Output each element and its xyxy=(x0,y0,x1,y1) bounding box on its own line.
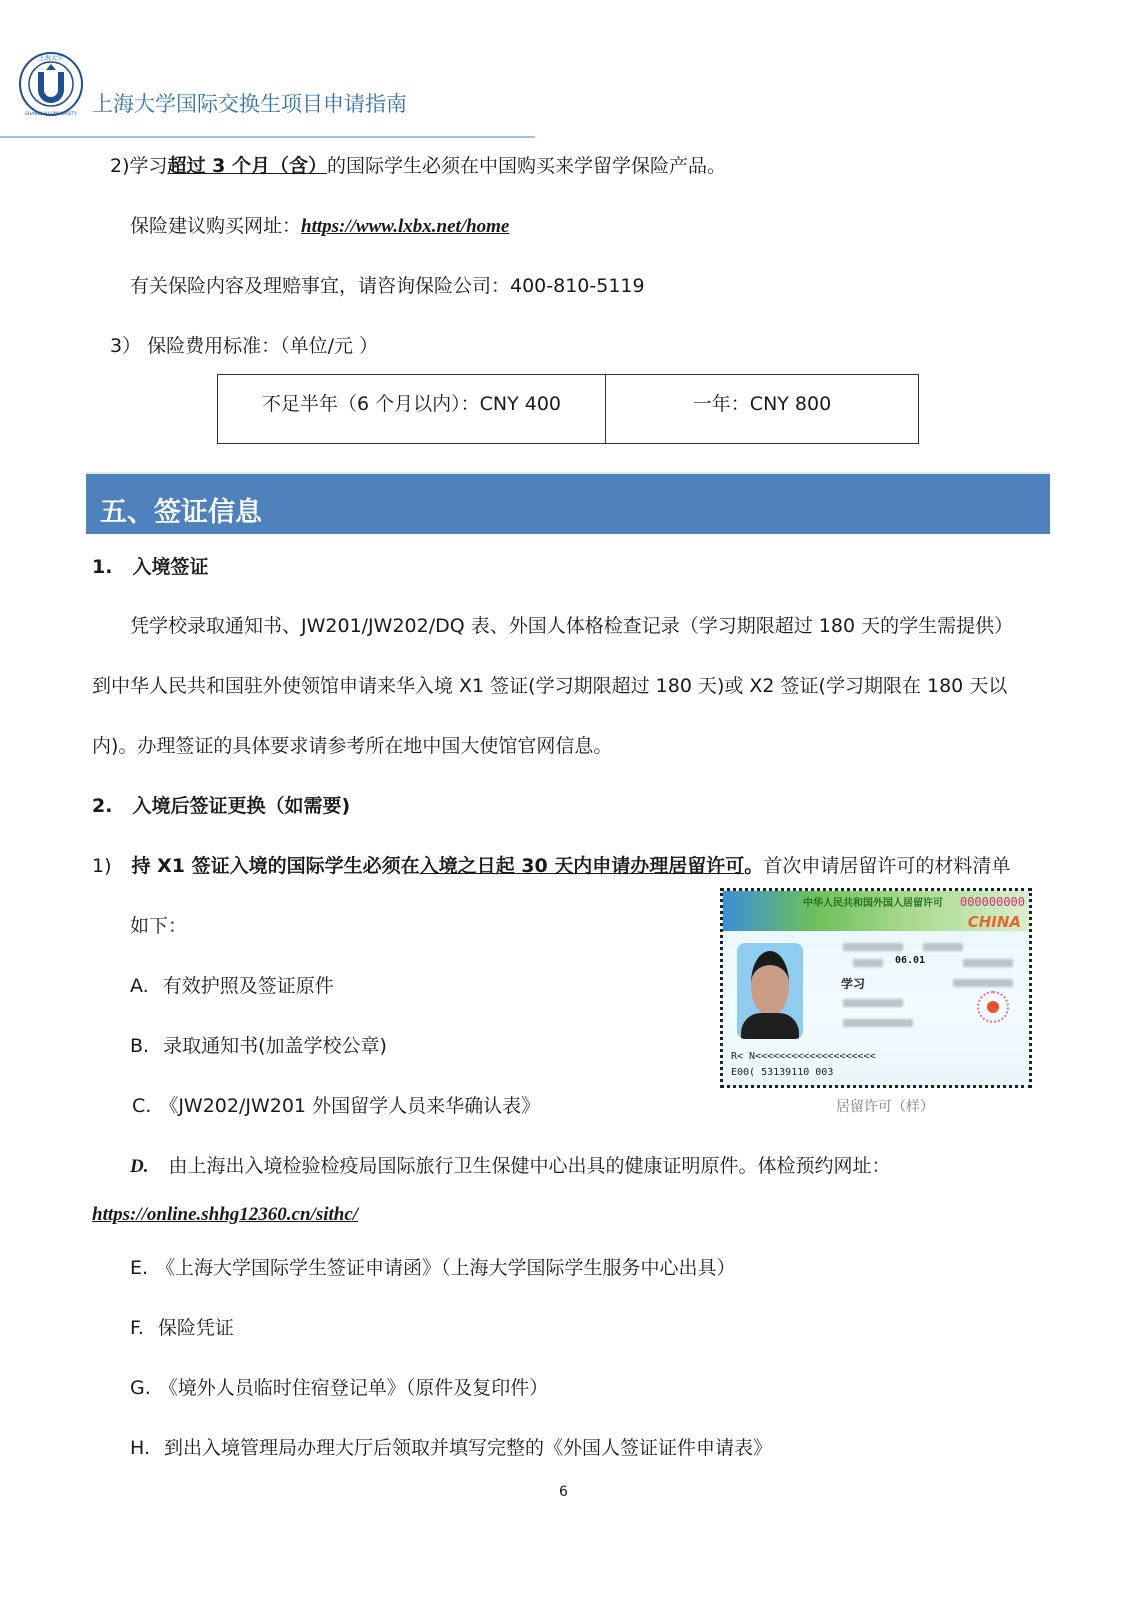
card-caption: 居留许可（样） xyxy=(836,1100,934,1115)
health-check-link[interactable]: https://online.shhg12360.cn/sithc/ xyxy=(92,1204,359,1225)
material-h: H. 到出入境管理局办理大厅后领取并填写完整的《外国人签证证件申请表》 xyxy=(130,1437,773,1459)
material-d: D. 由上海出入境检验检疫局国际旅行卫生保健中心出具的健康证明原件。体检预约网址： xyxy=(130,1155,891,1177)
page-number: 6 xyxy=(559,1484,568,1500)
residence-deadline: 入境之日起 30 天内申请办理居留许可 xyxy=(419,855,745,877)
insurance-emphasis: 超过 3 个月（含） xyxy=(167,155,327,177)
fee-cell-half-year: 不足半年（6 个月以内）：CNY 400 xyxy=(218,375,606,443)
card-mrz-line-1: R< N<<<<<<<<<<<<<<<<<<<< xyxy=(731,1051,876,1062)
material-e: E. 《上海大学国际学生签证申请函》（上海大学国际学生服务中心出具） xyxy=(130,1257,736,1279)
insurance-purchase: 保险建议购买网址：https://www.lxbx.net/home xyxy=(130,215,510,237)
section-title: 五、签证信息 xyxy=(100,497,262,528)
header-divider xyxy=(0,136,535,138)
material-f: F. 保险凭证 xyxy=(130,1317,234,1339)
visa-change-heading: 2. 入境后签证更换（如需要) xyxy=(92,795,351,817)
university-logo xyxy=(18,44,84,124)
svg-text:上海大学: 上海大学 xyxy=(38,55,64,62)
card-photo xyxy=(737,943,803,1039)
card-title: 中华人民共和国外国人居留许可 xyxy=(803,898,943,909)
material-g: G. 《境外人员临时住宿登记单》（原件及复印件） xyxy=(130,1377,549,1399)
entry-visa-line-1: 凭学校录取通知书、JW201/JW202/DQ 表、外国人体格检查记录（学习期限超过 180 天的学生需提供） xyxy=(130,615,1014,637)
card-emblem xyxy=(977,991,1009,1023)
residence-permit-sample-image xyxy=(720,888,1032,1088)
card-purpose: 学习 xyxy=(841,977,866,991)
insurance-fee-table xyxy=(217,374,919,444)
svg-text:SHANGHAI UNIVERSITY: SHANGHAI UNIVERSITY xyxy=(24,112,78,117)
card-country: CHINA xyxy=(967,913,1021,931)
material-a: A. 有效护照及签证原件 xyxy=(130,975,334,997)
visa-change-item-1: 1) 持 X1 签证入境的国际学生必须在入境之日起 30 天内申请办理居留许可。首次申请居留许可的材料清单 xyxy=(92,855,1011,877)
fee-cell-one-year: 一年：CNY 800 xyxy=(692,393,832,415)
entry-visa-heading: 1. 入境签证 xyxy=(92,556,209,578)
insurance-item-2: 2)学习超过 3 个月（含）的国际学生必须在中国购买来学留学保险产品。 xyxy=(110,155,726,177)
material-c: C. 《JW202/JW201 外国留学人员来华确认表》 xyxy=(132,1095,541,1117)
insurance-contact: 有关保险内容及理赔事宜，请咨询保险公司：400-810-5119 xyxy=(130,275,645,297)
material-b: B. 录取通知书(加盖学校公章) xyxy=(130,1035,387,1057)
entry-visa-line-2: 到中华人民共和国驻外使领馆申请来华入境 X1 签证(学习期限超过 180 天)或 X2 签证(学习期限在 180 天以 xyxy=(92,675,1008,697)
entry-visa-line-3: 内)。办理签证的具体要求请参考所在地中国大使馆官网信息。 xyxy=(92,735,613,757)
card-mrz-line-2: E00( 53139110 003 xyxy=(731,1067,834,1078)
insurance-item-3: 3） 保险费用标准：（单位/元 ） xyxy=(110,335,379,357)
document-title: 上海大学国际交换生项目申请指南 xyxy=(92,92,407,116)
insurance-purchase-link[interactable]: https://www.lxbx.net/home xyxy=(301,216,510,237)
visa-change-item-1-cont: 如下： xyxy=(130,915,188,937)
card-number: 000000000 xyxy=(959,895,1025,909)
card-date: 06.01 xyxy=(895,955,926,966)
